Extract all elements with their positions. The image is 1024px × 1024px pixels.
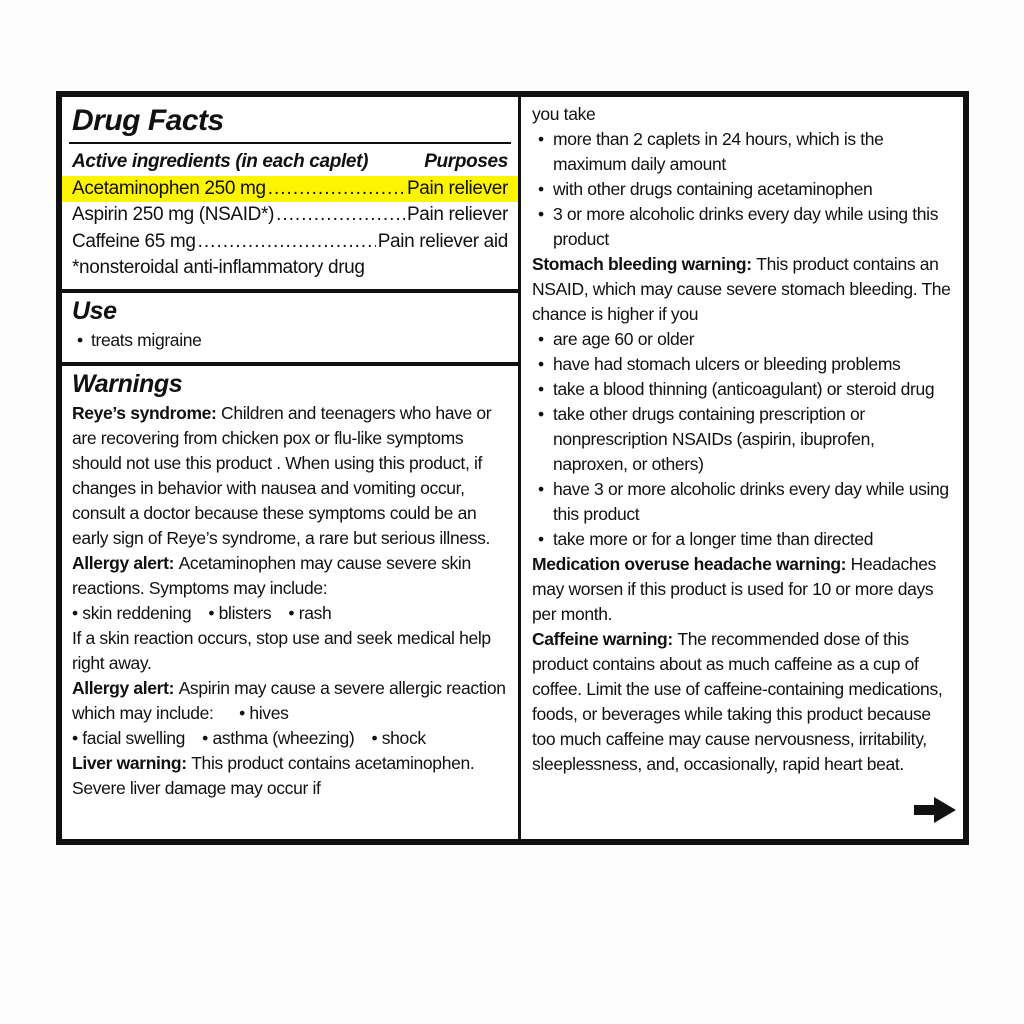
warning-text: Aspirin may cause a severe allergic reaction which may include: • hives: [72, 677, 506, 723]
continued-arrow-icon: [913, 795, 957, 825]
ingredient-name: Caffeine 65 mg: [72, 230, 196, 252]
warning-lead: Allergy alert:: [72, 677, 179, 698]
dot-leader: [198, 229, 376, 256]
warning-text: This product contains an NSAID, which may cause severe stomach bleeding. The chance is higher if you: [532, 254, 951, 324]
warning-paragraph-liver: [72, 751, 508, 801]
bullet-text: are age 60 or older: [553, 329, 695, 349]
use-bullet-text: treats migraine: [91, 329, 202, 350]
right-column: [521, 97, 963, 839]
warning-paragraph-allergy-aspirin: [72, 676, 508, 726]
ingredient-row-aspirin: [72, 202, 508, 229]
overdose-bullet: [532, 127, 953, 177]
ingredient-name: Acetaminophen 250 mg: [72, 177, 266, 199]
warnings-section: [62, 366, 518, 840]
warning-paragraph-reyes: [72, 401, 508, 551]
stomach-bleeding-warning-paragraph: [532, 252, 953, 327]
warning-lead: Caffeine warning:: [532, 629, 678, 649]
warning-inline-bullets-skin: • skin reddening • blisters • rash: [72, 602, 332, 623]
bullet-text: with other drugs containing acetaminophen: [553, 179, 873, 199]
ingredient-purpose: Pain reliever: [406, 177, 508, 199]
bullet-text: have 3 or more alcoholic drinks every day while using this product: [553, 479, 949, 524]
medication-overuse-warning-paragraph: [532, 552, 953, 627]
bullet-text: take more or for a longer time than directed: [553, 529, 874, 549]
warning-text: Acetaminophen may cause severe skin reactions. Symptoms may include:: [72, 552, 471, 598]
active-ingredients-heading: Active ingredients (in each caplet): [72, 151, 369, 172]
left-column: [62, 97, 521, 839]
warning-text: The recommended dose of this product contains about as much caffeine as a cup of coffee. Limit the use of caffeine-containing medications, foods, or beverages while taking this product because too much caffeine may cause nervousness, irritability, sleeplessness, and, occasionally, rapid heart beat.: [532, 629, 943, 774]
active-ingredients-section: [62, 144, 518, 289]
stomach-bleeding-bullet: [532, 402, 953, 477]
warning-paragraph-allergy-acetaminophen: [72, 551, 508, 601]
ingredient-name: Aspirin 250 mg (NSAID*): [72, 204, 275, 225]
purposes-heading: Purposes: [424, 151, 508, 172]
bullet-text: take other drugs containing prescription or nonprescription NSAIDs (aspirin, ibuprofen, naproxen, or others): [553, 404, 875, 474]
warning-inline-bullets-swelling: • facial swelling • asthma (wheezing) • shock: [72, 727, 426, 748]
bullet-text: take a blood thinning (anticoagulant) or steroid drug: [553, 379, 935, 399]
caffeine-warning-paragraph: [532, 627, 953, 777]
active-ingredients-header: [72, 149, 508, 176]
warning-text: Children and teenagers who have or are recovering from chicken pox or flu-like symptoms should not use this product . When using this product, if changes in behavior with nausea and vomiting occur, consult a doctor because these symptoms could be an early sign of Reye’s syndrome, a rare but serious illness.: [72, 402, 492, 548]
warning-text: Headaches may worsen if this product is used for 10 or more days per month.: [532, 554, 937, 624]
warnings-heading: Warnings: [72, 369, 183, 398]
stomach-bleeding-bullet: [532, 477, 953, 527]
stomach-bleeding-bullet: [532, 377, 953, 402]
use-bullet: [72, 328, 508, 353]
warning-lead: Medication overuse headache warning:: [532, 554, 851, 574]
ingredient-row-caffeine: [72, 229, 508, 256]
dot-leader: [268, 176, 405, 203]
stomach-bleeding-bullet: [532, 327, 953, 352]
warning-lead: Stomach bleeding warning:: [532, 254, 757, 274]
bullet-text: more than 2 caplets in 24 hours, which is the maximum daily amount: [553, 129, 884, 174]
bullet-text: 3 or more alcoholic drinks every day while using this product: [553, 204, 939, 249]
overdose-bullet: [532, 202, 953, 252]
stomach-bleeding-bullet: [532, 527, 953, 552]
stomach-bleeding-bullet: [532, 352, 953, 377]
warning-lead: Reye’s syndrome:: [72, 402, 222, 423]
use-heading: Use: [72, 296, 117, 325]
warning-text-skin-reaction: If a skin reaction occurs, stop use and seek medical help right away.: [72, 627, 491, 673]
continuation-text: you take: [532, 104, 596, 124]
ingredient-purpose: Pain reliever aid: [377, 230, 508, 252]
ingredient-row-acetaminophen: [62, 176, 518, 203]
warning-text: This product contains acetaminophen. Severe liver damage may occur if: [72, 752, 475, 798]
use-section: [62, 293, 518, 362]
overdose-bullet: [532, 177, 953, 202]
ingredient-purpose: Pain reliever: [406, 204, 508, 225]
dot-leader: [276, 202, 405, 229]
bullet-text: have had stomach ulcers or bleeding problems: [553, 354, 901, 374]
warning-lead: Liver warning:: [72, 752, 192, 773]
drug-facts-title-section: [62, 97, 518, 138]
drug-facts-title: Drug Facts: [72, 104, 224, 137]
warning-lead: Allergy alert:: [72, 552, 179, 573]
nsaid-footnote: *nonsteroidal anti-inflammatory drug: [72, 257, 365, 278]
drug-facts-label: [56, 91, 969, 845]
